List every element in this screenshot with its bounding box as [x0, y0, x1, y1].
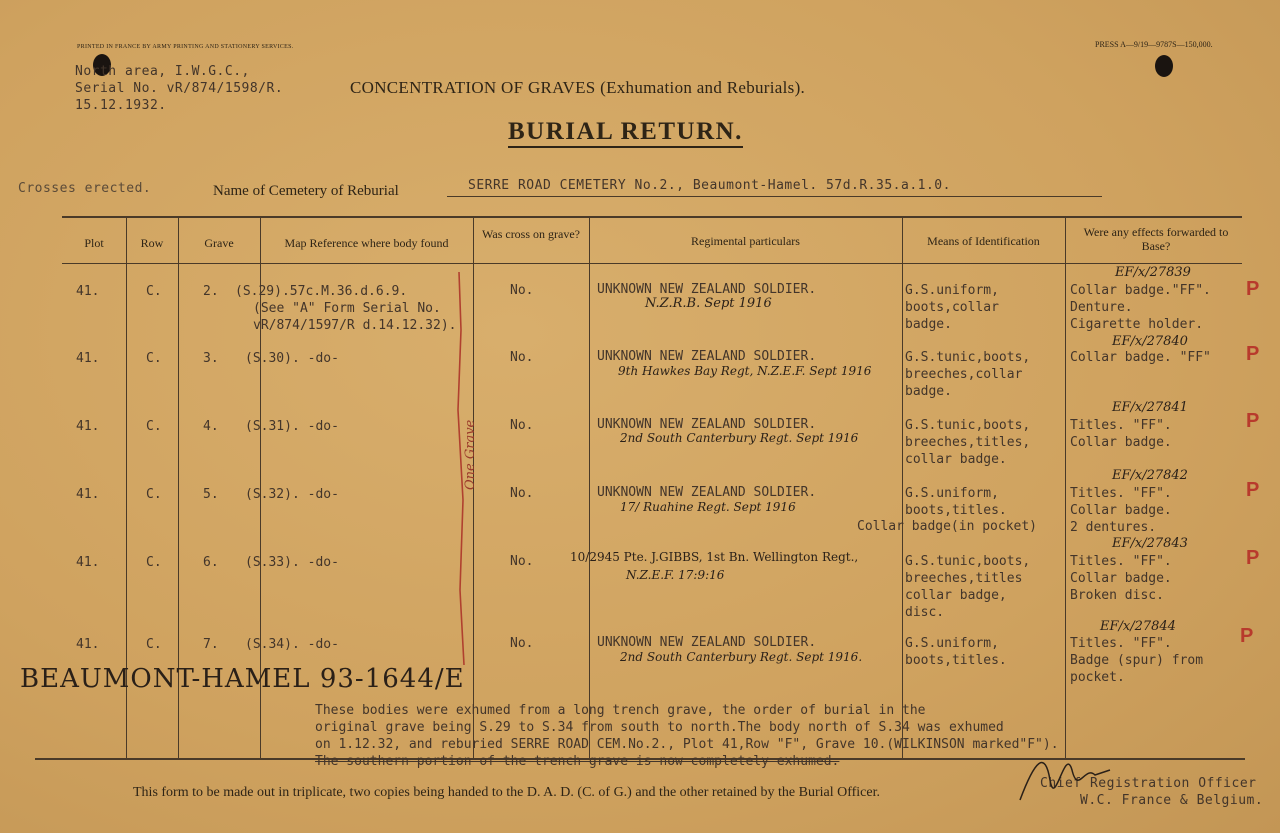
map-reference-line: (S.30). -do- [245, 351, 339, 366]
cross-cell: No. [510, 283, 534, 298]
regimental-cell: UNKNOWN NEW ZEALAND SOLDIER. [597, 417, 817, 432]
column-header-plot: Plot [84, 236, 104, 250]
effects-line: Collar badge. "FF" [1070, 350, 1211, 365]
one-grave-note: One Grave [463, 419, 478, 490]
identification-line: badge. [905, 317, 952, 332]
cemetery-value: SERRE ROAD CEMETERY No.2., Beaumont-Hamel. 57d.R.35.a.1.0. [468, 178, 951, 193]
effects-line: 2 dentures. [1070, 520, 1157, 535]
regimental-handwritten-note: 9th Hawkes Bay Regt, N.Z.E.F. Sept 1916 [618, 364, 872, 378]
identification-line: boots,titles. [905, 503, 1007, 518]
column-header-grave: Grave [204, 236, 234, 250]
printer-line: PRINTED IN FRANCE BY ARMY PRINTING AND STATIONERY SERVICES. [77, 44, 294, 50]
serial-line: Serial No. vR/874/1598/R. [75, 81, 284, 96]
date-line: 15.12.1932. [75, 98, 167, 113]
remarks-line: The southern portion of the trench grave is now completely exhumed. [315, 754, 840, 769]
column-header-map-reference: Map Reference where body found [284, 236, 449, 250]
effects-line: Titles. "FF". [1070, 636, 1172, 651]
effects-line: Collar badge. [1070, 503, 1172, 518]
cemetery-underline [447, 196, 1102, 197]
remarks-line: on 1.12.32, and reburied SERRE ROAD CEM.No.2., Plot 41,Row "F", Grave 10.(WILKINSON marked"F"). [315, 737, 1059, 752]
signature [1010, 740, 1120, 820]
officer-title: Chief Registration Officer [1040, 776, 1257, 791]
plot-cell: 41. [76, 637, 100, 652]
effects-line: Titles. "FF". [1070, 486, 1172, 501]
regimental-handwritten-note: 2nd South Canterbury Regt. Sept 1916. [620, 650, 863, 664]
identification-line: breeches,titles [905, 571, 1023, 586]
plot-cell: 41. [76, 487, 100, 502]
regimental-cell: UNKNOWN NEW ZEALAND SOLDIER. [597, 282, 817, 297]
identification-line: G.S.uniform, [905, 636, 999, 651]
identification-line: G.S.tunic,boots, [905, 418, 1031, 433]
red-check-mark: P [1246, 547, 1260, 569]
column-header-row: Row [140, 236, 164, 250]
regimental-cell: 10/2945 Pte. J.GIBBS, 1st Bn. Wellington Regt., [570, 550, 859, 564]
identification-line: G.S.uniform, [905, 283, 999, 298]
plot-cell: 41. [76, 555, 100, 570]
map-reference-line: (S.34). -do- [245, 637, 339, 652]
effects-line: Cigarette holder. [1070, 317, 1204, 332]
effects-line: Broken disc. [1070, 588, 1164, 603]
plot-cell: 41. [76, 284, 100, 299]
column-header-identification: Means of Identification [927, 234, 1040, 248]
column-header-regimental: Regimental particulars [691, 234, 800, 248]
identification-line: collar badge, [905, 588, 1007, 603]
regimental-handwritten-note: N.Z.R.B. Sept 1916 [645, 296, 772, 311]
identification-line: badge. [905, 384, 952, 399]
binder-hole [1155, 55, 1173, 77]
regimental-cell: UNKNOWN NEW ZEALAND SOLDIER. [597, 349, 817, 364]
identification-line: G.S.tunic,boots, [905, 350, 1031, 365]
effects-line: Collar badge. [1070, 571, 1172, 586]
grave-cell: 3. [203, 351, 219, 366]
identification-line: breeches,titles, [905, 435, 1031, 450]
effects-reference: EF/x/27840 [1112, 334, 1188, 349]
regimental-handwritten-note: 2nd South Canterbury Regt. Sept 1916 [620, 431, 859, 445]
cemetery-label: Name of Cemetery of Reburial [213, 183, 399, 199]
effects-reference: EF/x/27841 [1112, 400, 1188, 415]
handwritten-reference: BEAUMONT-HAMEL 93-1644/E [20, 664, 465, 694]
identification-line: G.S.uniform, [905, 486, 999, 501]
red-check-mark: P [1246, 479, 1260, 501]
column-header-effects: Were any effects forwarded to Base? [1083, 225, 1229, 253]
crosses-note: Crosses erected. [18, 181, 152, 196]
officer-region: W.C. France & Belgium. [1080, 793, 1264, 808]
cross-cell: No. [510, 350, 534, 365]
grave-cell: 7. [203, 637, 219, 652]
press-reference: PRESS A—9/19—9787S—150,000. [1095, 40, 1213, 49]
effects-reference: EF/x/27843 [1112, 536, 1188, 551]
effects-reference: EF/x/27842 [1112, 468, 1188, 483]
form-subtitle: BURIAL RETURN. [508, 118, 743, 148]
regimental-handwritten-note: N.Z.E.F. 17:9:16 [626, 568, 725, 582]
effects-line: pocket. [1070, 670, 1125, 685]
map-reference-line: (See "A" Form Serial No. [253, 301, 441, 316]
column-divider [1065, 218, 1066, 758]
cross-cell: No. [510, 418, 534, 433]
effects-reference: EF/x/27839 [1115, 265, 1191, 280]
effects-line: Collar badge."FF". [1070, 283, 1211, 298]
effects-line: Titles. "FF". [1070, 418, 1172, 433]
grave-cell: 6. [203, 555, 219, 570]
remarks-line: These bodies were exhumed from a long trench grave, the order of burial in the [315, 703, 926, 718]
effects-reference: EF/x/27844 [1100, 619, 1176, 634]
row-cell: C. [146, 351, 162, 366]
identification-line: G.S.tunic,boots, [905, 554, 1031, 569]
identification-line: boots,titles. [905, 653, 1007, 668]
grave-cell: 4. [203, 419, 219, 434]
grave-cell: 2. [203, 284, 219, 299]
grave-cell: 5. [203, 487, 219, 502]
remarks-line: original grave being S.29 to S.34 from south to north.The body north of S.34 was exhumed [315, 720, 1004, 735]
regimental-handwritten-note: 17/ Ruahine Regt. Sept 1916 [620, 500, 796, 514]
form-title: CONCENTRATION OF GRAVES (Exhumation and Reburials). [350, 78, 806, 97]
map-reference-line: (S.31). -do- [245, 419, 339, 434]
red-check-mark: P [1246, 410, 1260, 432]
identification-line: breeches,collar [905, 367, 1023, 382]
effects-line: Denture. [1070, 300, 1133, 315]
red-check-mark: P [1246, 278, 1260, 300]
area-line: North area, I.W.G.C., [75, 64, 250, 79]
regimental-cell: UNKNOWN NEW ZEALAND SOLDIER. [597, 485, 817, 500]
effects-line: Titles. "FF". [1070, 554, 1172, 569]
red-check-mark: P [1240, 625, 1254, 647]
footer-instruction: This form to be made out in triplicate, two copies being handed to the D. A. D. (C. of G.) and the other retained by the Burial Officer. [133, 785, 880, 800]
plot-cell: 41. [76, 351, 100, 366]
red-check-mark: P [1246, 343, 1260, 365]
effects-line: Badge (spur) from [1070, 653, 1204, 668]
column-header-cross: Was cross on grave? [482, 227, 580, 241]
identification-line: boots,collar [905, 300, 999, 315]
map-reference-line: (S.32). -do- [245, 487, 339, 502]
identification-line: collar badge. [905, 452, 1007, 467]
cross-cell: No. [510, 554, 534, 569]
column-divider [902, 218, 903, 758]
map-reference-line: (S.29).57c.M.36.d.6.9. [235, 284, 408, 299]
regimental-cell: UNKNOWN NEW ZEALAND SOLDIER. [597, 635, 817, 650]
map-reference-line: (S.33). -do- [245, 555, 339, 570]
cross-cell: No. [510, 636, 534, 651]
row-cell: C. [146, 419, 162, 434]
row-cell: C. [146, 487, 162, 502]
map-reference-line: vR/874/1597/R d.14.12.32). [253, 318, 457, 333]
row-cell: C. [146, 637, 162, 652]
row-cell: C. [146, 555, 162, 570]
row-cell: C. [146, 284, 162, 299]
identification-extra: Collar badge(in pocket) [857, 519, 1038, 534]
column-divider [589, 218, 590, 758]
plot-cell: 41. [76, 419, 100, 434]
cross-cell: No. [510, 486, 534, 501]
effects-line: Collar badge. [1070, 435, 1172, 450]
identification-line: disc. [905, 605, 945, 620]
